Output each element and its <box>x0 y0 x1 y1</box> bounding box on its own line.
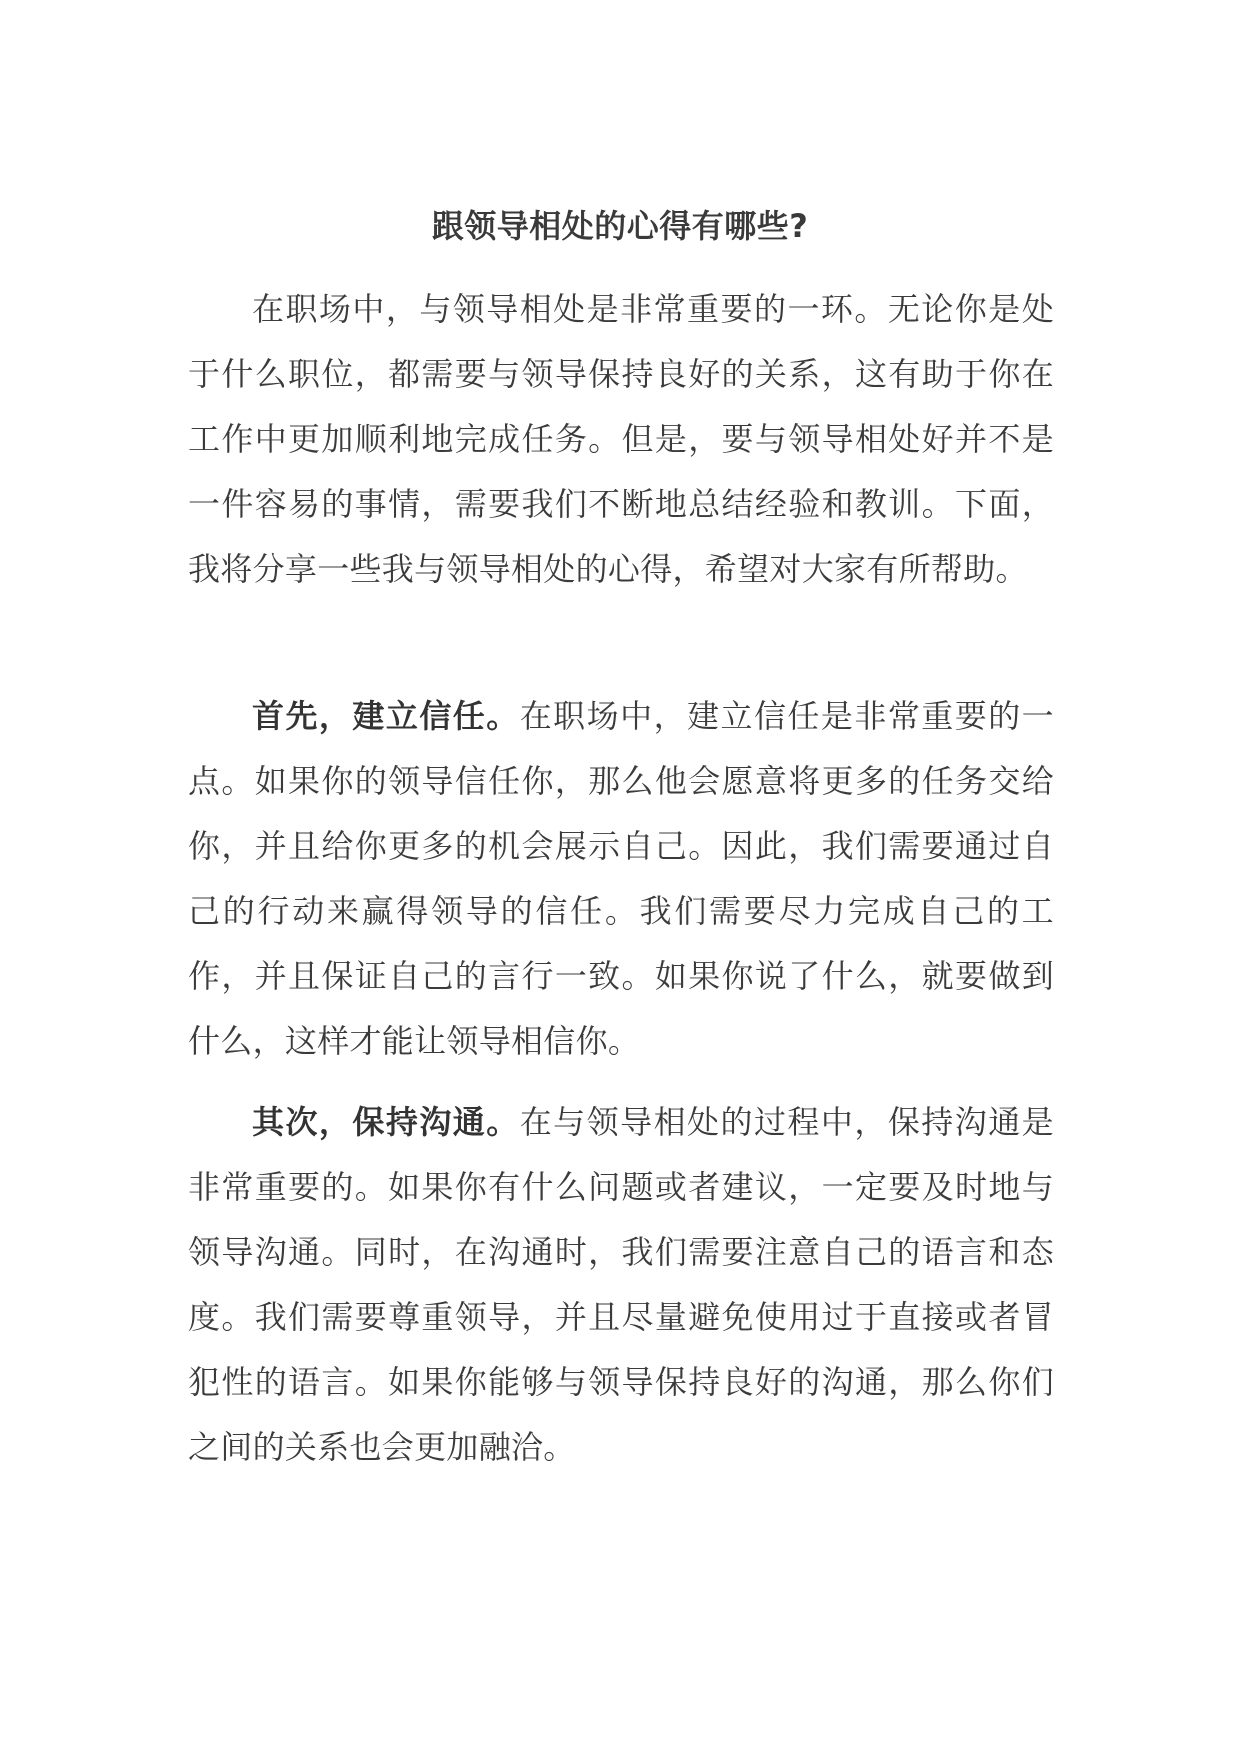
paragraph-intro <box>188 277 1054 602</box>
paragraph-intro-text: 在职场中，与领导相处是非常重要的一环。无论你是处于什么职位，都需要与领导保持良好的关系，这有助于你在工作中更加顺利地完成任务。但是，要与领导相处好并不是一件容易的事情，需要我们不断地总结经验和教训。下面，我将分享一些我与领导相处的心得，希望对大家有所帮助。 <box>188 290 1054 588</box>
paragraph-communication-lead: 其次，保持沟通。 <box>252 1103 520 1141</box>
paragraph-communication-text: 在与领导相处的过程中，保持沟通是非常重要的。如果你有什么问题或者建议，一定要及时地与领导沟通。同时，在沟通时，我们需要注意自己的语言和态度。我们需要尊重领导，并且尽量避免使用过于直接或者冒犯性的语言。如果你能够与领导保持良好的沟通，那么你们之间的关系也会更加融洽。 <box>188 1103 1054 1466</box>
document-title: 跟领导相处的心得有哪些? <box>431 207 809 245</box>
paragraph-communication <box>188 1090 1054 1480</box>
paragraph-trust <box>188 684 1054 1074</box>
paragraph-trust-lead: 首先，建立信任。 <box>252 697 520 735</box>
paragraph-trust-text: 在职场中，建立信任是非常重要的一点。如果你的领导信任你，那么他会愿意将更多的任务交给你，并且给你更多的机会展示自己。因此，我们需要通过自己的行动来赢得领导的信任。我们需要尽力完成自己的工作，并且保证自己的言行一致。如果你说了什么，就要做到什么，这样才能让领导相信你。 <box>188 697 1054 1060</box>
